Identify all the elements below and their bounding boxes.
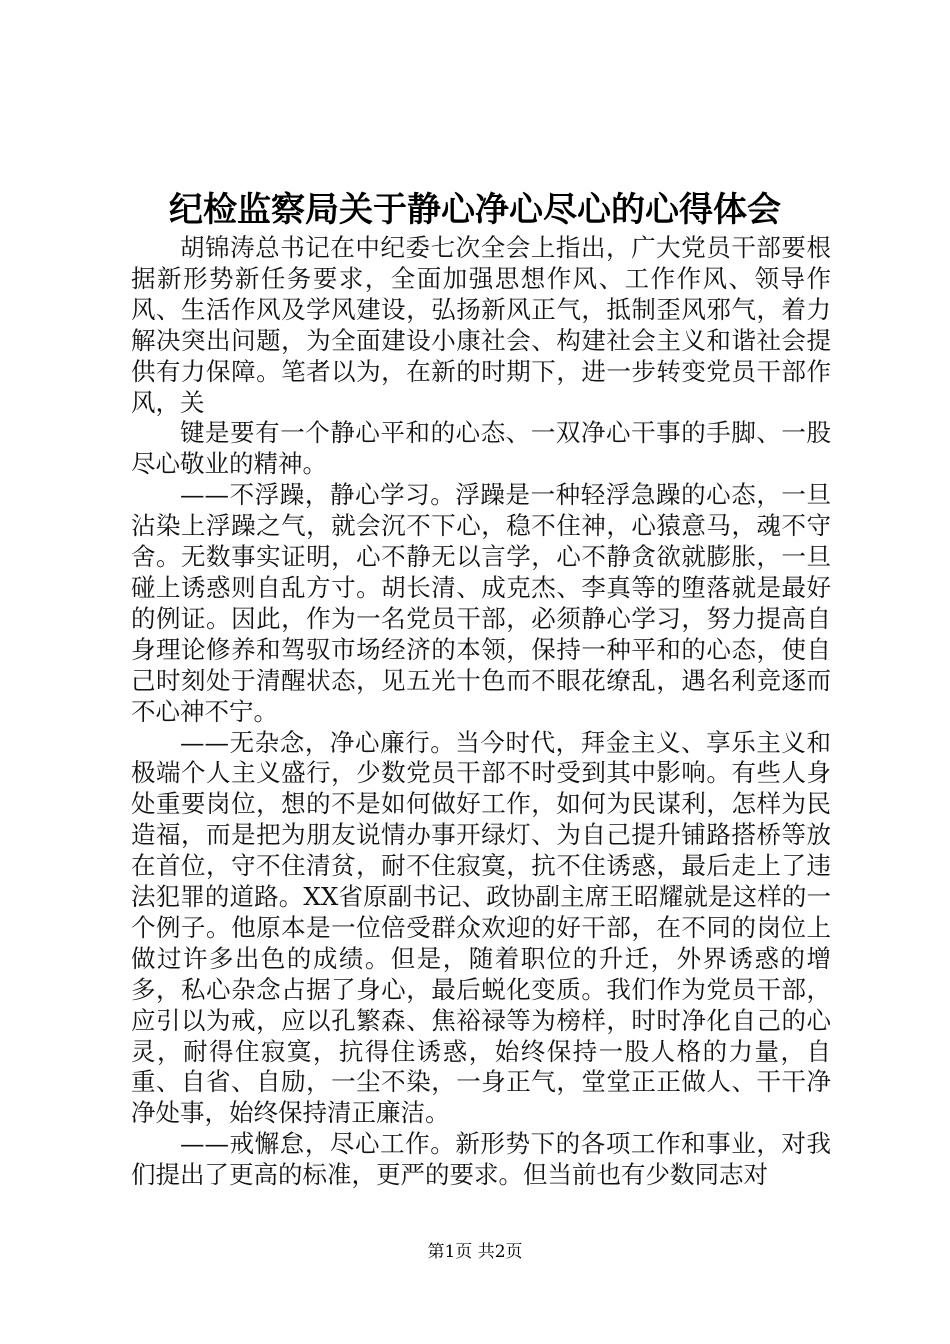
paragraph: 胡锦涛总书记在中纪委七次全会上指出，广大党员干部要根据新形势新任务要求，全面加强思想作风、工作作风、领导作风、生活作风及学风建设，弘扬新风正气，抵制歪风邪气，着力解决突出问题，为全面建设小康社会、构建社会主义和谐社会提供有力保障。笔者以为，在新的时期下，进一步转变党员干部作风，关	[131, 233, 831, 417]
document-title: 纪检监察局关于静心净心尽心的心得体会	[169, 190, 781, 230]
paragraph: ——戒懈怠，尽心工作。新形势下的各项工作和事业，对我们提出了更高的标准，更严的要求。但当前也有少数同志对	[131, 1129, 831, 1190]
page-number-footer: 第1页 共2页	[427, 1242, 523, 1262]
paragraph: 键是要有一个静心平和的心态、一双净心干事的手脚、一股尽心敬业的精神。	[131, 418, 831, 479]
document-body	[131, 233, 831, 1191]
paragraph: ——无杂念，净心廉行。当今时代，拜金主义、享乐主义和极端个人主义盛行，少数党员干部不时受到其中影响。有些人身处重要岗位，想的不是如何做好工作，如何为民谋利，怎样为民造福，而是把为朋友说情办事开绿灯、为自己提升铺路搭桥等放在首位，守不住清贫，耐不住寂寞，抗不住诱惑，最后走上了违法犯罪的道路。XX省原副书记、政协副主席王昭耀就是这样的一个例子。他原本是一位倍受群众欢迎的好干部，在不同的岗位上做过许多出色的成绩。但是，随着职位的升迁，外界诱惑的增多，私心杂念占据了身心，最后蜕化变质。我们作为党员干部，应引以为戒，应以孔繁森、焦裕禄等为榜样，时时净化自己的心灵，耐得住寂寞，抗得住诱惑，始终保持一股人格的力量，自重、自省、自励，一尘不染，一身正气，堂堂正正做人、干干净净处事，始终保持清正廉洁。	[131, 727, 831, 1128]
paragraph: ——不浮躁，静心学习。浮躁是一种轻浮急躁的心态，一旦沾染上浮躁之气，就会沉不下心，稳不住神，心猿意马，魂不守舍。无数事实证明，心不静无以言学，心不静贪欲就膨胀，一旦碰上诱惑则自乱方寸。胡长清、成克杰、李真等的堕落就是最好的例证。因此，作为一名党员干部，必须静心学习，努力提高自身理论修养和驾驭市场经济的本领，保持一种平和的心态，使自己时刻处于清醒状态，见五光十色而不眼花缭乱，遇名利竞逐而不心神不宁。	[131, 480, 831, 726]
